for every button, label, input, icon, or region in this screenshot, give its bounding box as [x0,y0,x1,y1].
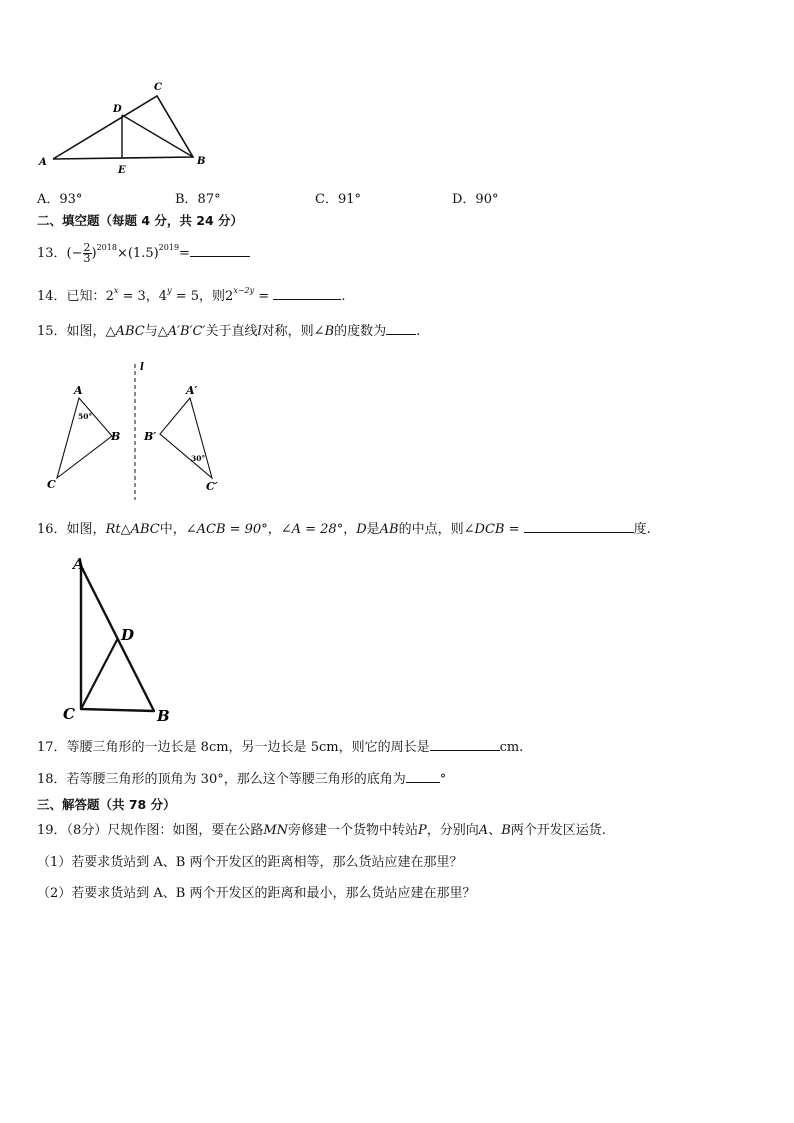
q17-text: 等腰三角形的一边长是 8cm，另一边长是 5cm，则它的周长是 [66,740,430,755]
q13-answer-blank[interactable] [190,244,250,257]
figure-q12-triangle [30,75,220,180]
label-left-a: A [74,384,83,397]
label-left-c: C [47,478,56,491]
label-c: C [154,82,162,93]
section-fill-in-title: 二、填空题（每题 4 分，共 24 分） [37,213,244,228]
q16-sep: ， [267,522,281,537]
label-right-a: A′ [186,384,198,397]
question-17 [37,738,523,757]
q14-eq2: = 5，则 [171,289,226,304]
q13-equals: = [179,246,190,261]
figure-q15-symmetric-triangles [40,358,240,503]
label-b: B [197,156,206,167]
triangle-left [57,398,112,478]
q17-end: cm. [499,740,524,755]
label-d: D [121,626,135,644]
q19-zone-b: B [501,823,511,838]
option-c: C．91° [315,192,361,207]
q14-base1: 2 [105,289,114,304]
label-e: E [118,165,126,176]
question-19 [37,822,606,840]
question-14 [37,287,345,306]
q16-segment-ab: AB [379,522,399,537]
q13-times: ×(1.5) [116,246,159,261]
q16-text-2: 中， [159,522,186,537]
q16-condition-2: ∠A = 28° [280,522,344,537]
angle-label-30: 30° [191,454,206,463]
q19-zone-a: A [478,823,489,838]
segment-cd [81,638,118,709]
q13-open: (− [66,246,83,261]
q19-text-3: ，分别向 [426,823,479,838]
label-line-l: l [140,362,144,373]
q14-eq3: = [254,289,274,304]
q16-text-4: 是 [366,522,380,537]
label-a: A [73,555,85,573]
q19-text-2: 旁修建一个货物中转站 [288,823,419,838]
q14-pre: 已知： [66,289,106,304]
label-c: C [63,705,75,723]
option-d: D．90° [452,192,499,207]
q14-answer-blank[interactable] [273,287,341,300]
section-answer-title: 三、解答题（共 78 分） [37,797,176,812]
q15-triangle-2: △A′B′C′ [157,324,206,339]
q19-point-p: P [418,823,427,838]
q13-exp1: 2018 [96,243,117,252]
label-right-b: B′ [144,430,157,443]
q14-exp3: x−2y [233,286,255,295]
q13-close: ) [91,246,97,261]
label-b: B [157,707,170,725]
question-16 [37,520,651,539]
label-a: A [39,157,47,168]
q15-triangle-1: △ABC [105,324,145,339]
q16-condition-1: ∠ACB = 90° [185,522,268,537]
q18-text: 若等腰三角形的顶角为 30°，那么这个等腰三角形的底角为 [66,772,406,787]
q18-number: 18． [37,772,67,787]
q17-number: 17． [37,740,67,755]
q14-base3: 2 [225,289,234,304]
q16-text-3: ， [343,522,357,537]
q15-text-1: 如图， [66,324,106,339]
q15-angle: ∠B [313,324,335,339]
q16-point-d: D [356,522,367,537]
label-right-c: C′ [206,480,218,493]
q13-number: 13． [37,246,67,261]
q19-road-mn: MN [263,823,289,838]
q15-line-l: l [257,324,262,339]
option-a: A．93° [37,192,83,207]
label-d: D [113,104,122,115]
q15-text-5: 的度数为 [334,324,387,339]
q19-text-1: （8分）尺规作图：如图，要在公路 [66,823,264,838]
q15-end: . [416,324,421,339]
q16-end: 度. [633,522,651,537]
q13-exp2: 2019 [158,243,180,252]
angle-label-50: 50° [78,412,93,421]
q14-base2: 4 [158,289,168,304]
q19-number: 19． [37,823,67,838]
q13-frac-num: 2 [83,241,91,254]
triangle-abc [53,96,193,159]
label-left-b: B [111,430,121,443]
triangle-right [160,398,212,478]
q16-text-1: 如图， [66,522,106,537]
q16-number: 16． [37,522,67,537]
q14-exp1: x [113,286,119,295]
q13-frac-den: 3 [83,252,91,265]
q14-number: 14． [37,289,67,304]
option-b: B．87° [175,192,221,207]
segment-db [122,115,193,157]
question-13 [37,243,250,264]
q15-text-2: 与 [144,324,158,339]
q19-subquestion-2: （2）若要求货站到 A、B 两个开发区的距离和最小，那么货站应建在那里？ [37,886,476,901]
q15-number: 15． [37,324,67,339]
question-15 [37,322,420,341]
q13-fraction [83,243,92,264]
q16-ask-angle: ∠DCB = [463,522,524,537]
q15-text-4: 对称，则 [261,324,314,339]
q14-exp2: y [167,286,172,295]
q14-end: . [341,289,346,304]
question-18 [37,770,446,789]
q15-answer-blank[interactable] [386,322,416,335]
q15-text-3: 关于直线 [205,324,258,339]
q17-answer-blank[interactable] [430,738,500,751]
q19-text-4: 、 [488,823,502,838]
q18-end: ° [439,772,447,787]
q16-answer-blank[interactable] [524,520,634,533]
q16-text-5: 的中点，则 [398,522,464,537]
q16-rt-triangle: Rt△ABC [105,522,160,537]
q19-subquestion-1: （1）若要求货站到 A、B 两个开发区的距离相等，那么货站应建在那里？ [37,855,463,870]
q19-text-5: 两个开发区运货. [510,823,606,838]
q14-eq1: = 3， [118,289,159,304]
figure-q16-right-triangle [55,552,185,727]
q18-answer-blank[interactable] [406,770,440,783]
